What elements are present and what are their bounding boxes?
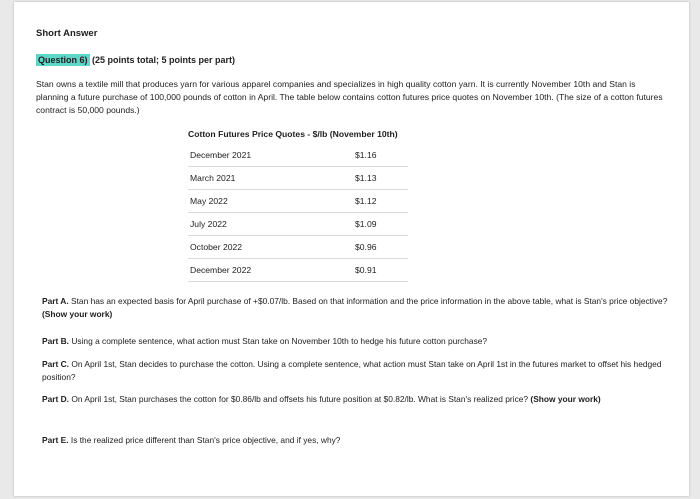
part-suffix: (Show your work) <box>42 309 113 319</box>
part-label: Part B. <box>42 336 69 346</box>
futures-price-table <box>188 144 408 282</box>
part-a-question <box>42 295 682 321</box>
contract-price: $1.12 <box>355 196 377 206</box>
question-points: (25 points total; 5 points per part) <box>92 55 236 65</box>
contract-month: October 2022 <box>190 242 243 252</box>
contract-price: $1.16 <box>355 150 377 160</box>
contract-price: $0.91 <box>355 265 377 275</box>
contract-price: $1.09 <box>355 219 377 229</box>
part-label: Part D. <box>42 394 69 404</box>
question-header <box>36 55 235 65</box>
contract-month: May 2022 <box>190 196 228 206</box>
table-row <box>188 144 408 167</box>
contract-price: $1.13 <box>355 173 377 183</box>
part-text: Is the realized price different than Stan's price objective, and if yes, why? <box>70 435 341 445</box>
contract-price: $0.96 <box>355 242 377 252</box>
section-title: Short Answer <box>36 28 98 39</box>
part-c-question <box>42 358 682 384</box>
contract-month: December 2022 <box>190 265 252 275</box>
table-row <box>188 259 408 282</box>
part-suffix: (Show your work) <box>530 394 601 404</box>
document-page <box>14 2 689 496</box>
part-b-question <box>42 335 682 348</box>
table-row <box>188 167 408 190</box>
part-text: On April 1st, Stan decides to purchase the cotton. Using a complete sentence, what action must Stan take on April 1st in the futures market to offset his hedged position? <box>42 359 662 382</box>
table-row <box>188 236 408 259</box>
part-d-question <box>42 393 682 406</box>
part-label: Part A. <box>42 296 69 306</box>
part-text: Stan has an expected basis for April purchase of +$0.07/lb. Based on that information and the price information in the above table, what is Stan's price objective? <box>71 296 668 306</box>
part-label: Part C. <box>42 359 69 369</box>
table-row <box>188 213 408 236</box>
part-label: Part E. <box>42 435 69 445</box>
part-text: Using a complete sentence, what action must Stan take on November 10th to hedge his future cotton purchase? <box>71 336 488 346</box>
contract-month: March 2021 <box>190 173 236 183</box>
part-text: On April 1st, Stan purchases the cotton for $0.86/lb and offsets his future position at $0.82/lb. What is Stan's realized price? <box>71 394 529 404</box>
contract-month: July 2022 <box>190 219 227 229</box>
question-intro: Stan owns a textile mill that produces yarn for various apparel companies and specializes in high quality cotton yarn. It is currently November 10th and Stan is planning a future purchase of 100,000 pounds of cotton in April. The table below contains cotton futures price quotes on November 10th. (The size of a cotton futures contract is 50,000 pounds.) <box>36 79 663 115</box>
contract-month: December 2021 <box>190 150 252 160</box>
table-row <box>188 190 408 213</box>
table-caption: Cotton Futures Price Quotes - $/lb (November 10th) <box>188 129 398 139</box>
question-label: Question 6) <box>38 55 88 65</box>
part-e-question <box>42 434 682 447</box>
